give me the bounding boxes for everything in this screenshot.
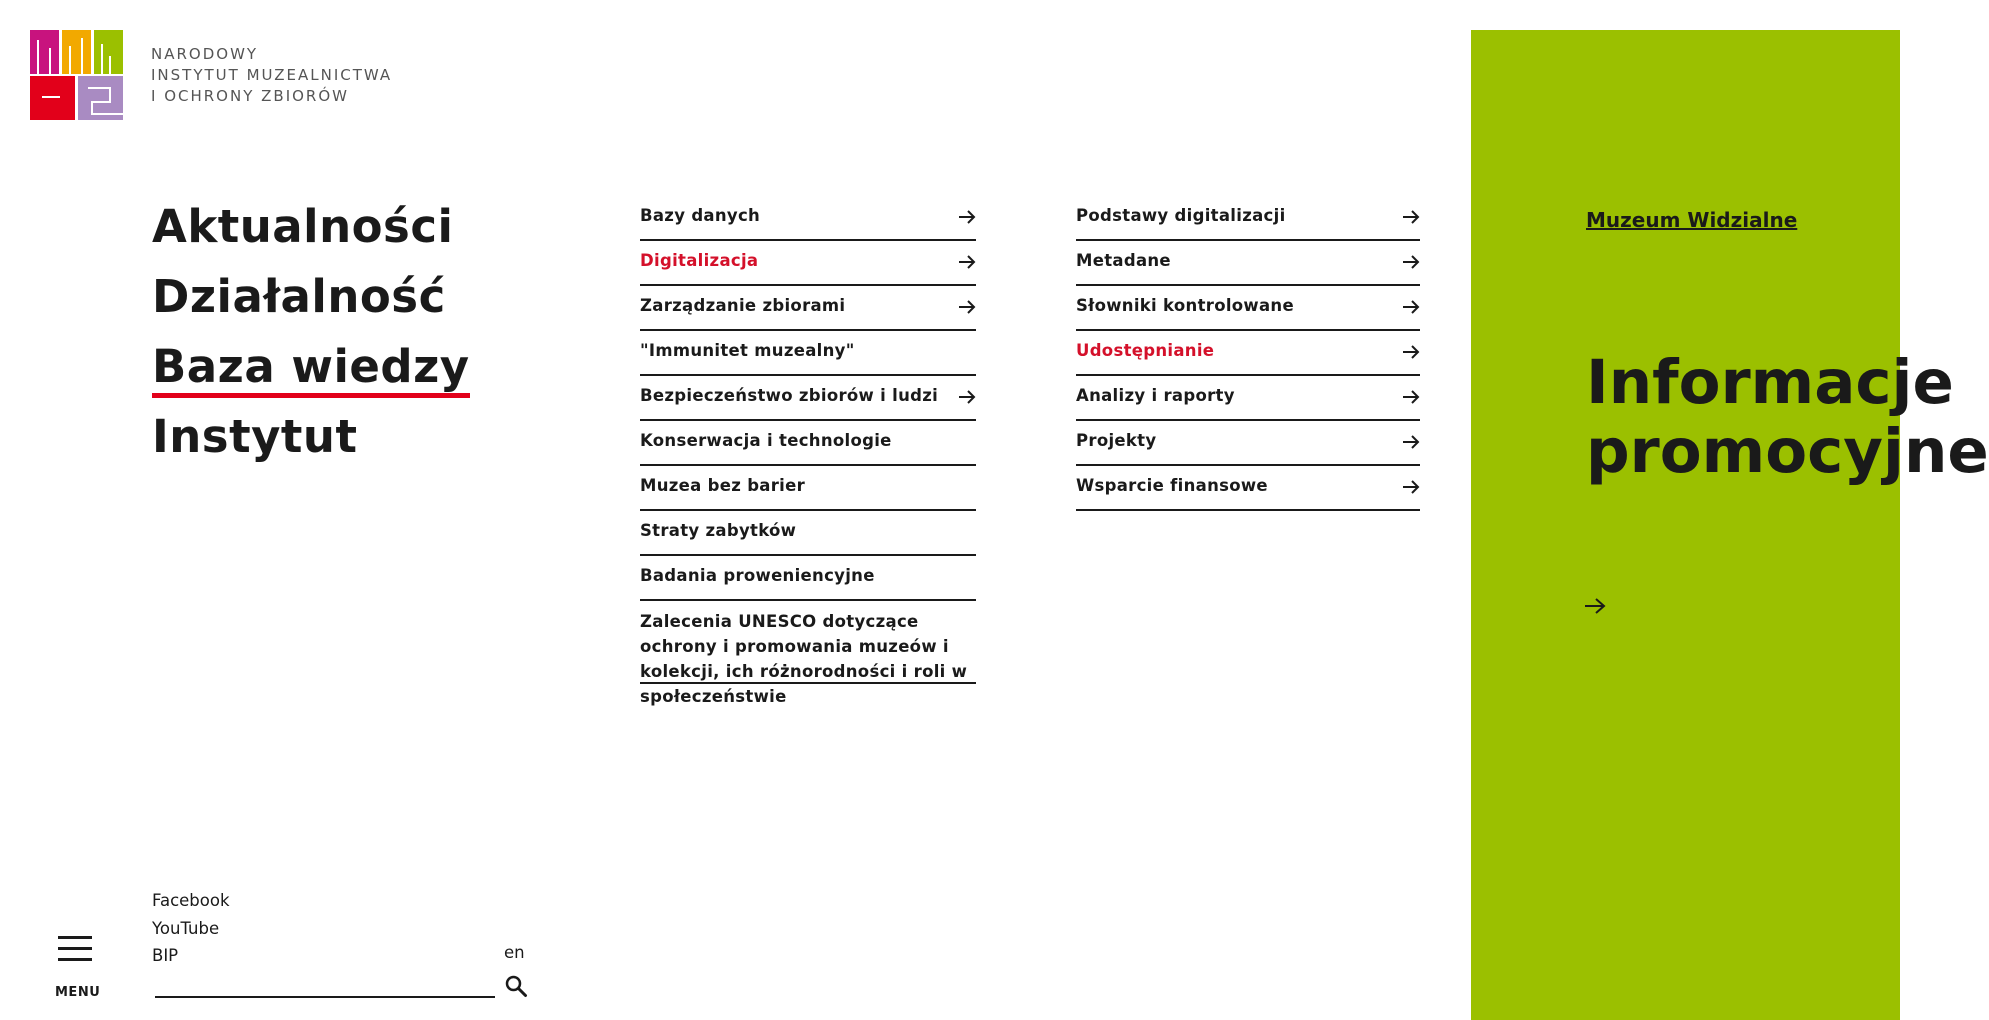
arrow-right-icon: [1402, 345, 1420, 359]
submenu-item-label: Słowniki kontrolowane: [1076, 296, 1294, 315]
submenu-item-immunitet-muzealny[interactable]: [640, 331, 976, 376]
main-nav-baza-wiedzy[interactable]: [152, 332, 470, 402]
logo-line: I OCHRONY ZBIORÓW: [151, 87, 349, 105]
submenu-column-1: [640, 196, 976, 706]
language-switch[interactable]: en: [504, 943, 525, 962]
main-nav-aktualnosci[interactable]: [152, 192, 470, 262]
logo-line: NARODOWY: [151, 45, 259, 63]
logo[interactable]: [30, 30, 123, 120]
submenu-item-analizy-i-raporty[interactable]: [1076, 376, 1420, 421]
arrow-right-icon: [1402, 390, 1420, 404]
submenu-item-metadane[interactable]: [1076, 241, 1420, 286]
promo-panel: [1471, 30, 1989, 1020]
submenu-item-label: Metadane: [1076, 251, 1171, 270]
search-icon[interactable]: [505, 975, 527, 997]
main-nav-label: Baza wiedzy: [152, 340, 470, 398]
submenu-item-label: Zalecenia UNESCO dotyczące ochrony i promowania muzeów i kolekcji, ich różnorodności i roli w społeczeństwie: [640, 612, 968, 706]
submenu-item-label: Muzea bez barier: [640, 476, 806, 495]
main-nav-label: Działalność: [152, 270, 446, 323]
submenu-item-muzea-bez-barier[interactable]: [640, 466, 976, 511]
submenu-item-label: Podstawy digitalizacji: [1076, 206, 1286, 225]
submenu-item-label: Badania proweniencyjne: [640, 566, 875, 585]
social-links: [152, 887, 230, 970]
submenu-item-label: "Immunitet muzealny": [640, 341, 855, 360]
main-nav-label: Aktualności: [152, 200, 454, 253]
social-link-youtube[interactable]: YouTube: [152, 918, 220, 938]
promo-link[interactable]: Muzeum Widzialne: [1586, 208, 1798, 232]
hamburger-icon[interactable]: [58, 936, 92, 969]
social-link-bip[interactable]: BIP: [152, 946, 179, 965]
arrow-right-icon: [958, 210, 976, 224]
arrow-right-icon: [1402, 300, 1420, 314]
arrow-right-icon: [958, 390, 976, 404]
submenu-item-label: Analizy i raporty: [1076, 386, 1235, 405]
submenu-item-digitalizacja[interactable]: [640, 241, 976, 286]
submenu-item-label: Straty zabytków: [640, 521, 797, 540]
submenu-item-label: Bezpieczeństwo zbiorów i ludzi: [640, 386, 939, 405]
submenu-item-label: Digitalizacja: [640, 251, 759, 270]
arrow-right-icon: [1402, 480, 1420, 494]
arrow-right-icon: [1402, 435, 1420, 449]
logo-text: [151, 44, 392, 107]
main-nav: [152, 192, 470, 472]
submenu-item-label: Bazy danych: [640, 206, 761, 225]
social-link-facebook[interactable]: Facebook: [152, 891, 230, 910]
logo-line: INSTYTUT MUZEALNICTWA: [151, 66, 393, 84]
submenu-item-bezpieczenstwo[interactable]: [640, 376, 976, 421]
main-nav-instytut[interactable]: [152, 402, 470, 472]
submenu-item-badania-proweniencyjne[interactable]: [640, 556, 976, 601]
arrow-right-icon: [1402, 210, 1420, 224]
submenu-item-label: Udostępnianie: [1076, 341, 1215, 360]
promo-title-line: Informacje: [1586, 347, 1954, 418]
promo-title-line: promocyjne: [1586, 416, 1989, 487]
submenu-item-wsparcie-finansowe[interactable]: [1076, 466, 1420, 511]
logo-mark-icon: [30, 30, 123, 120]
main-nav-dzialalnosc[interactable]: [152, 262, 470, 332]
submenu-item-label: Konserwacja i technologie: [640, 431, 892, 450]
submenu-column-2: [1076, 196, 1420, 511]
submenu-item-podstawy-digitalizacji[interactable]: [1076, 196, 1420, 241]
promo-title: [1586, 348, 1989, 486]
main-nav-label: Instytut: [152, 410, 358, 463]
arrow-right-icon: [958, 255, 976, 269]
submenu-item-zarzadzanie-zbiorami[interactable]: [640, 286, 976, 331]
submenu-item-projekty[interactable]: [1076, 421, 1420, 466]
submenu-item-bazy-danych[interactable]: [640, 196, 976, 241]
submenu-item-konserwacja[interactable]: [640, 421, 976, 466]
submenu-item-udostepnianie[interactable]: [1076, 331, 1420, 376]
submenu-item-label: Zarządzanie zbiorami: [640, 296, 846, 315]
arrow-right-icon: [958, 300, 976, 314]
arrow-right-icon: [1402, 255, 1420, 269]
search-input[interactable]: [155, 972, 495, 998]
submenu-item-label: Wsparcie finansowe: [1076, 476, 1268, 495]
arrow-right-icon[interactable]: [1584, 597, 1606, 615]
submenu-item-slowniki-kontrolowane[interactable]: [1076, 286, 1420, 331]
menu-label[interactable]: MENU: [55, 985, 101, 1000]
submenu-item-zalecenia-unesco[interactable]: [640, 601, 976, 706]
submenu-item-straty-zabytkow[interactable]: [640, 511, 976, 556]
submenu-item-label: Projekty: [1076, 431, 1157, 450]
